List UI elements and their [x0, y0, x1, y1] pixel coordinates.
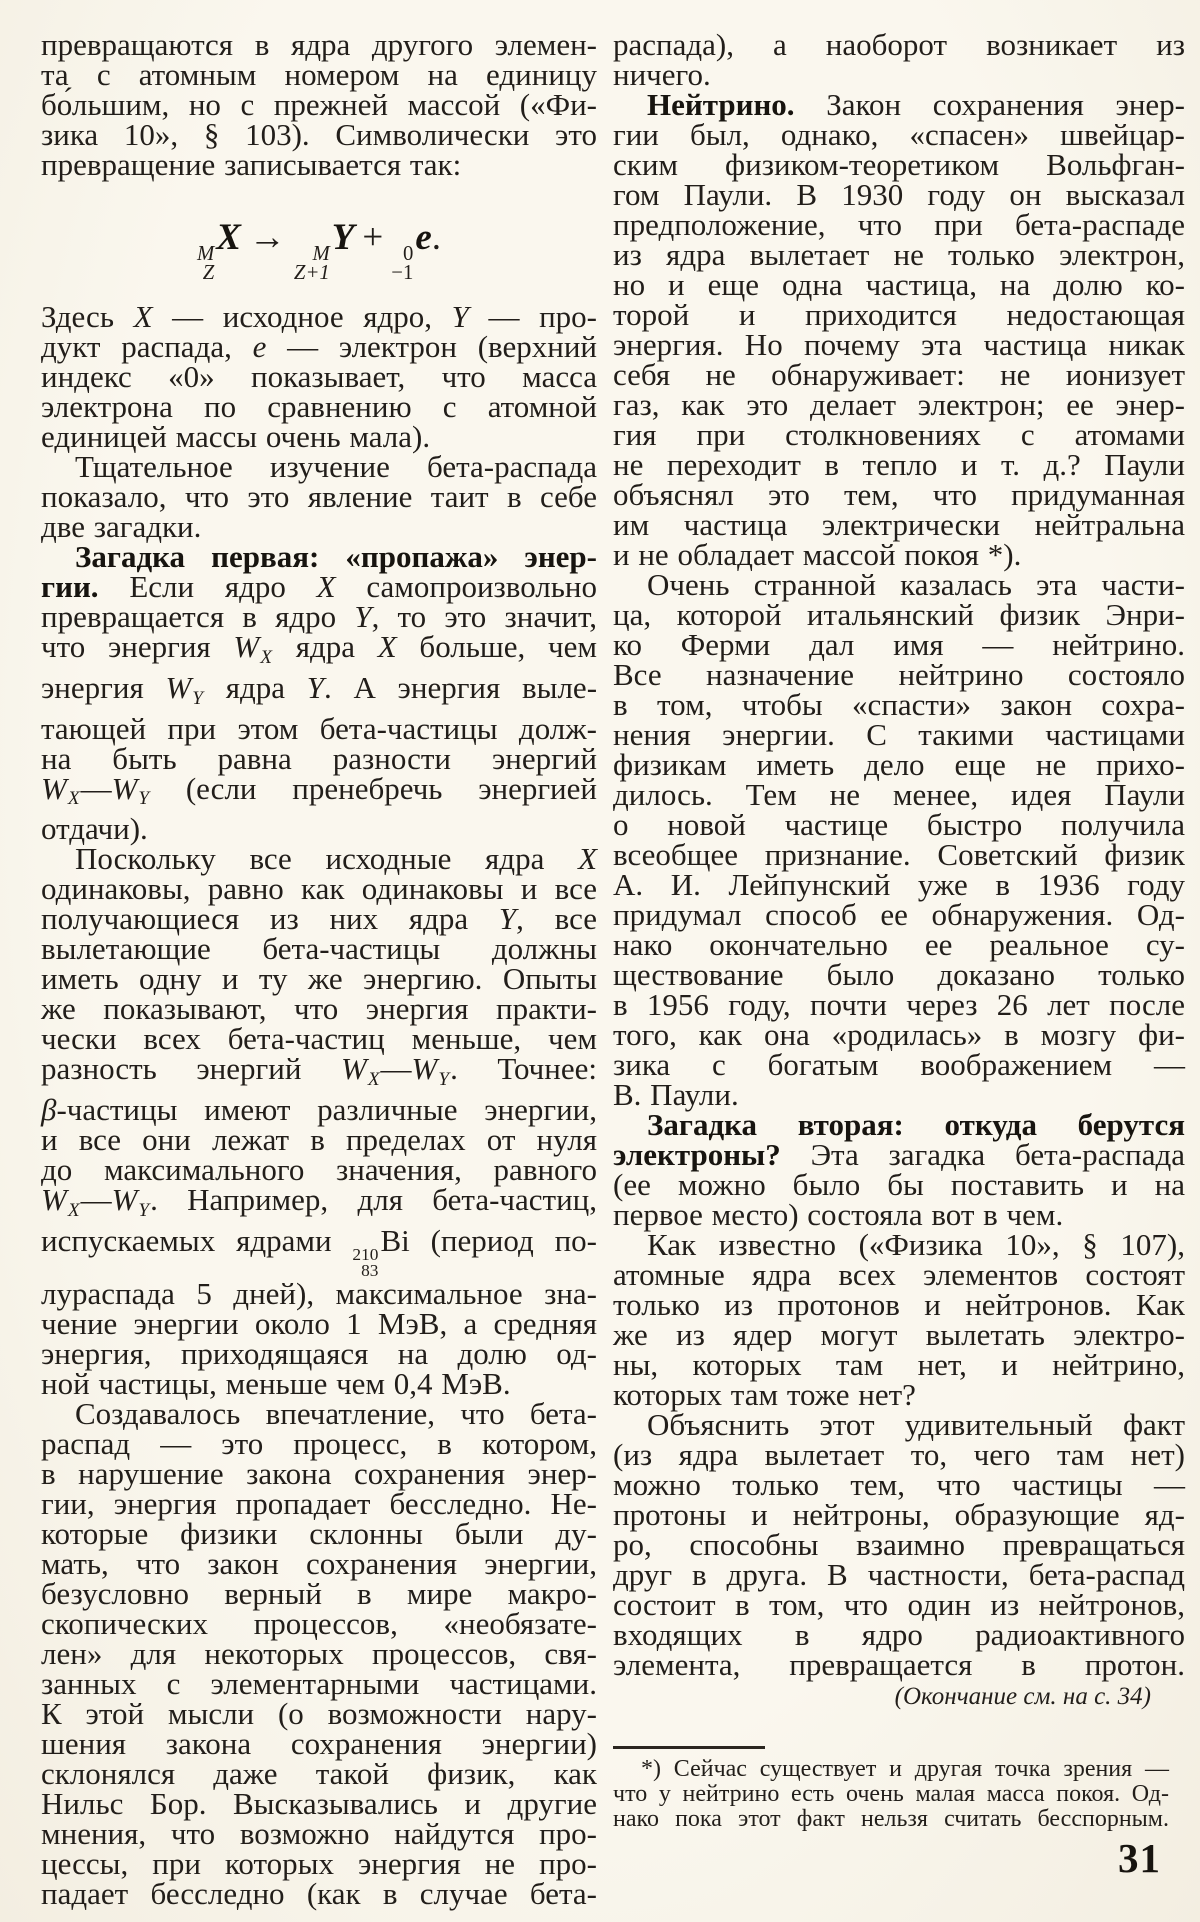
text-line: не переходит в тепло и т. д.? Паули [613, 447, 1185, 482]
text-line: придумал способ ее обнаружения. Од- [613, 897, 1185, 932]
text-line: нако пока этот факт нельзя считать бесспорным. [613, 1806, 1169, 1832]
text-line: занных с элементарными частицами. [41, 1665, 597, 1701]
symbol-with-subscript: WY [111, 770, 150, 810]
text-line: склонялся даже такой физик, как [41, 1755, 597, 1791]
text-line: ществование было доказано только [613, 957, 1185, 992]
text-line: единицей массы очень мала). [41, 419, 431, 454]
text-line: же из ядер могут вылетать электро- [613, 1317, 1185, 1352]
text-line: получающиеся из них ядра Y, все [41, 901, 597, 937]
script-stack: 210 83 [352, 1244, 379, 1280]
text-line: гом Паули. В 1930 году он высказал [613, 177, 1185, 212]
text-line: только из протонов и нейтронов. Как [613, 1287, 1185, 1322]
text-line: гии, энергия пропадает бесследно. Не- [41, 1485, 597, 1521]
text-line: что энергия WX ядра X больше, чем [41, 629, 597, 668]
text-line: входящих в ядро радиоактивного [613, 1617, 1185, 1652]
text-line: которых там тоже нет? [613, 1377, 916, 1412]
text-line: того, как она «родилась» в мозгу фи- [613, 1017, 1185, 1052]
script-stack: 0 −1 [391, 242, 414, 284]
text-line: и все они лежат в пределах от нуля [41, 1122, 597, 1158]
text-line: энергия. Но почему эта частица никак [613, 327, 1185, 362]
text-line: показало, что это явление таит в себе [41, 479, 597, 514]
text-line: превращаются в ядра другого элемен- [41, 27, 597, 62]
text-line: падает бесследно (как в случае бета- [41, 1875, 597, 1911]
text-line: Загадка первая: «пропажа» энер- [75, 539, 597, 574]
text-line: испускаемых ядрами 210 83 Bi (период по- [41, 1222, 597, 1280]
text-line: чески всех бета-частиц меньше, чем [41, 1021, 597, 1057]
text-line: превращение записывается так: [41, 147, 462, 182]
text-line: можно только тем, что частицы — [613, 1467, 1185, 1502]
text-line: ро, способны взаимно превращаться [613, 1527, 1185, 1562]
text-line: которые физики склонны были ду- [41, 1515, 597, 1551]
text-line: ко Ферми дал имя — нейтрино. [613, 627, 1185, 662]
text-line: Создавалось впечатление, что бета- [75, 1395, 597, 1431]
text-line: же показывают, что энергия практи- [41, 991, 597, 1027]
text-line: атомные ядра всех элементов состоят [613, 1257, 1185, 1292]
text-line: предположение, что при бета-распаде [613, 207, 1185, 242]
symbol-with-subscript: WY [165, 669, 203, 709]
symbol-with-subscript: WX [340, 1051, 380, 1091]
text-line: одинаковы, равно как одинаковы и все [41, 871, 597, 907]
text-line: дилось. Тем не менее, идея Паули [613, 777, 1185, 812]
text-line: состоит в том, что один из нейтронов, [613, 1587, 1185, 1622]
text-line: в 1956 году, почти через 26 лет после [613, 987, 1185, 1022]
text-line: Как известно («Физика 10», § 107), [647, 1227, 1185, 1262]
text-line: ца, которой итальянский физик Энри- [613, 597, 1185, 632]
text-line: (ее можно было бы поставить и на [613, 1167, 1185, 1202]
script-stack: M Z+1 [293, 242, 330, 284]
text-line: шения закона сохранения энергии) [41, 1725, 597, 1761]
text-line: энергия WY ядра Y. А энергия выле- [41, 669, 598, 709]
text-line: В. Паули. [613, 1077, 739, 1112]
text-line: безусловно верный в мире макро- [41, 1575, 597, 1611]
symbol-with-subscript: WX [41, 1182, 80, 1221]
text-line: первое место) состояла вот в чем. [613, 1197, 1064, 1232]
text-line: зика с богатым воображением — [613, 1047, 1185, 1082]
text-line: К этой мысли (о возможности нару- [41, 1695, 597, 1731]
text-line: тающей при этом бета-частицы долж- [41, 710, 597, 746]
continuation-note: (Окончание см. на с. 34) [894, 1683, 1151, 1710]
text-line: торой и приходится недостающая [613, 297, 1185, 332]
text-line: элемента, превращается в протон. [613, 1647, 1185, 1682]
text-line: себя не обнаруживает: не ионизует [613, 357, 1185, 392]
text-line: WX—WY (если пренебречь энергией [41, 770, 597, 810]
text-line: дукт распада, e — электрон (верхний [41, 329, 598, 364]
text-line: бо́льшим, но с прежней массой («Фи- [41, 87, 597, 122]
text-line: и не обладает массой покоя *). [613, 537, 1022, 572]
text-line: иметь одну и ту же энергию. Опыты [41, 961, 597, 997]
text-line: цессы, при которых энергия не про- [41, 1845, 597, 1881]
text-line: две загадки. [41, 509, 202, 544]
text-line: в том, чтобы «спасти» закон сохра- [613, 687, 1185, 722]
text-line: ничего. [613, 57, 711, 92]
text-line: газ, как это делает электрон; ее энер- [613, 387, 1185, 422]
text-line: Загадка вторая: откуда берутся [647, 1107, 1185, 1142]
text-line: объяснял это тем, что придуманная [613, 477, 1185, 512]
symbol-with-subscript: WX [41, 770, 80, 810]
text-line: гия при столкновениях с атомами [613, 417, 1185, 452]
text-line: та с атомным номером на единицу [41, 57, 597, 92]
text-line: распад — это процесс, в котором, [41, 1425, 597, 1461]
text-line: но и еще одна частица, на долю ко- [613, 267, 1185, 302]
text-line: из ядра вылетает не только электрон, [613, 237, 1185, 272]
text-line: лураспада 5 дней), максимальное зна- [41, 1275, 597, 1311]
text-line: физикам иметь дело еще не прихо- [613, 747, 1185, 782]
text-line: (из ядра вылетает то, чего там нет) [613, 1437, 1185, 1472]
text-line: зика 10», § 103). Символически это [41, 117, 597, 152]
text-line: *) Сейчас существует и другая точка зрения — [641, 1756, 1169, 1782]
text-line: ским физиком-теоретиком Вольфган- [613, 147, 1185, 182]
text-line: мать, что закон сохранения энергии, [41, 1545, 597, 1581]
symbol-with-subscript: WY [411, 1051, 450, 1091]
text-line: скопических процессов, «необязате- [41, 1605, 597, 1641]
text-line: протоны и нейтроны, образующие яд- [613, 1497, 1185, 1532]
right-column [613, 27, 1185, 1682]
text-line: Объяснить этот удивительный факт [647, 1407, 1185, 1442]
symbol-with-subscript: WX [233, 629, 272, 668]
text-line: WX—WY. Например, для бета-частиц, [41, 1182, 597, 1221]
text-line: разность энергий WX—WY. Точнее: [41, 1051, 597, 1091]
text-line: всеобщее признание. Советский физик [613, 837, 1185, 872]
text-line: до максимального значения, равного [41, 1152, 597, 1188]
text-line: гии. Если ядро X самопроизвольно [41, 569, 597, 604]
text-line: мнения, что возможно найдутся про- [41, 1815, 597, 1851]
text-line: что у нейтрино есть очень малая масса покоя. Од- [613, 1781, 1169, 1807]
text-line: Здесь X — исходное ядро, Y — про- [41, 299, 597, 334]
text-line: им частица электрически нейтральна [613, 507, 1185, 542]
text-line: ной частицы, меньше чем 0,4 МэВ. [41, 1365, 511, 1401]
text-line: отдачи). [41, 811, 148, 847]
text-line: распада), а наоборот возникает из [613, 27, 1185, 62]
text-line: Тщательное изучение бета-распада [75, 449, 597, 484]
footnote-rule [613, 1746, 765, 1749]
text-line: энергия, приходящаяся на долю од- [41, 1335, 597, 1371]
text-line: электроны? Эта загадка бета-распада [613, 1137, 1185, 1172]
symbol-with-subscript: WY [111, 1182, 150, 1221]
text-line: Нейтрино. Закон сохранения энер- [647, 87, 1185, 122]
beta-decay-formula: M Z X → M Z+1 Y + 0 −1 e. [196, 217, 442, 284]
text-line: Очень странной казалась эта части- [647, 567, 1185, 602]
footnote [613, 1757, 1169, 1832]
text-line: нако окончательно ее реальное су- [613, 927, 1185, 962]
text-line: Поскольку все исходные ядра X [75, 841, 597, 877]
text-line: Нильс Бор. Высказывались и другие [41, 1785, 597, 1821]
text-line: на быть равна разности энергий [41, 740, 597, 776]
left-column [41, 27, 598, 1911]
text-line: превращается в ядро Y, то это значит, [41, 599, 597, 634]
text-line: электрона по сравнению с атомной [41, 389, 597, 424]
text-line: индекс «0» показывает, что масса [41, 359, 597, 394]
text-line: о новой частице быстро получила [613, 807, 1185, 842]
text-line: лен» для некоторых процессов, свя- [41, 1635, 597, 1671]
page-number: 31 [1118, 1835, 1161, 1881]
text-line: Все назначение нейтрино состояло [613, 657, 1185, 692]
text-line: вылетающие бета-частицы должны [41, 931, 597, 967]
text-line: нения энергии. С такими частицами [613, 717, 1185, 752]
text-line: β-частицы имеют различные энергии, [41, 1092, 597, 1128]
text-line: друг в друга. В частности, бета-распад [613, 1557, 1185, 1592]
text-line: гии был, однако, «спасен» швейцар- [613, 117, 1185, 152]
text-line: А. И. Лейпунский уже в 1936 году [613, 867, 1185, 902]
text-line: в нарушение закона сохранения энер- [41, 1455, 597, 1491]
text-line: чение энергии около 1 МэВ, а средняя [41, 1305, 597, 1341]
text-line: ны, которых там нет, и нейтрино, [613, 1347, 1185, 1382]
script-stack: M Z [196, 242, 215, 284]
